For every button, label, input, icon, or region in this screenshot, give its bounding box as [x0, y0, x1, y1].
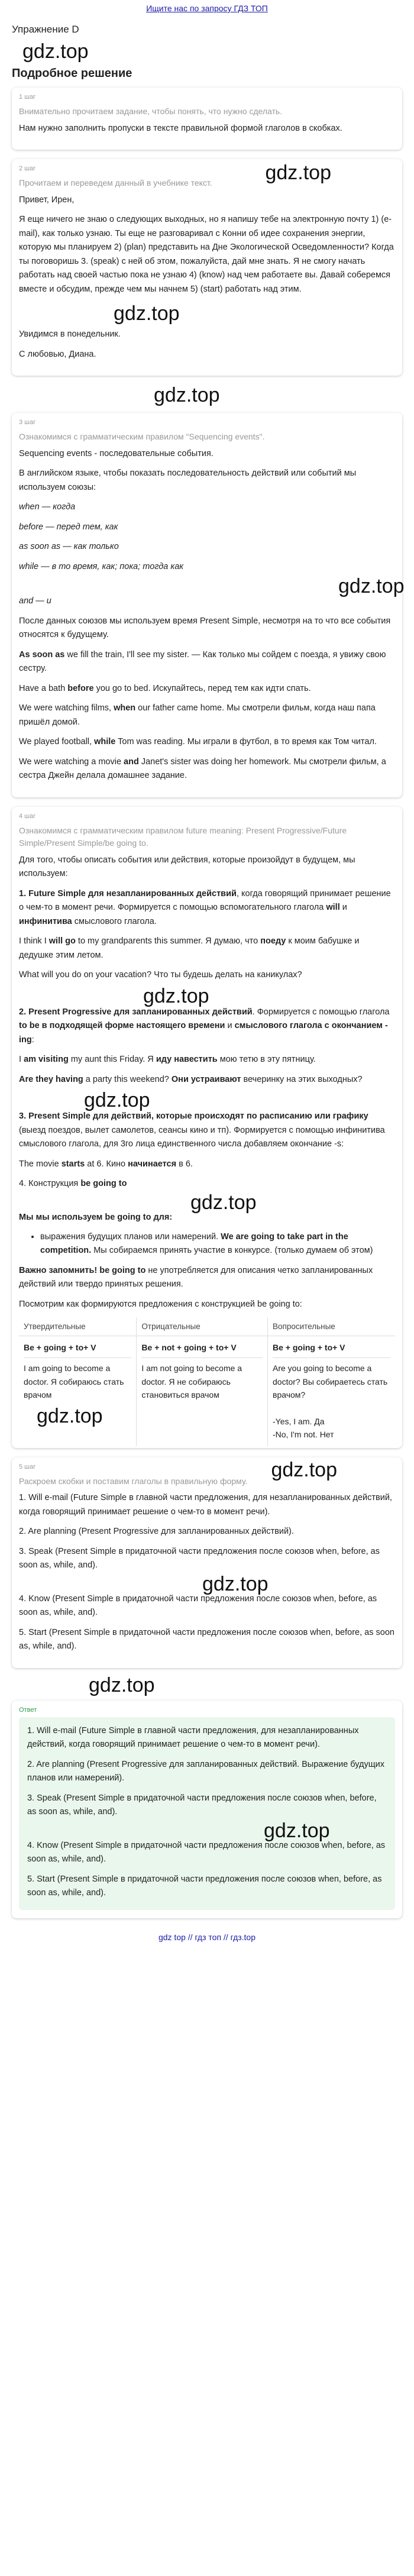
answer-card	[12, 1701, 402, 1918]
rule-intro: Для того, чтобы описать события или действия, которые произойдут в будущем, мы используем:	[19, 855, 355, 879]
table-header: Отрицательные	[137, 1317, 268, 1336]
table-intro: Посмотрим как формируются предложения с конструкцией be going to:	[19, 1299, 302, 1309]
example: What will you do on your vacation? Что ты будешь делать на каникулах?	[19, 970, 302, 980]
example: Have a bath before you go to bed. Искупайтесь, перед тем как идти спать.	[19, 683, 311, 693]
rule-intro: В английском языке, чтобы показать последовательность действий или событий мы используем союзы:	[19, 468, 357, 492]
rule-point-2: 2. Present Progressive для запланированных действий. Формируется с помощью глагола to be в подходящей форме настоящего времени и смыслового глагола с окончанием -ing:	[19, 1007, 390, 1045]
watermark: gdz.top	[22, 40, 89, 63]
watermark: gdz.top	[89, 1673, 155, 1696]
list-item: • выражения будущих планов или намерений. We are going to take part in the competition. Мы собираемся принять участие в конкурсе. (только думаем об этом)	[40, 1230, 395, 1258]
answer-item: 1. Will e-mail (Future Simple в главной части предложения, для незапланированных действий, когда говорящий принимает решение о чем-то в момент речи).	[27, 1725, 359, 1750]
step-2-card	[12, 159, 402, 376]
answer-item: 4. Know (Present Simple в придаточной части предложения после союзов when, before, as soon as, while, and).	[27, 1840, 386, 1864]
step-5-card	[12, 1457, 402, 1668]
watermark: gdz.top	[264, 1819, 330, 1842]
rule-point-3: 3. Present Simple для действий, которые происходят по расписанию или графику (выезд поездов, вылет самолетов, сеансы кино и тп). Формируется с помощью инфинитива смыслового глагола, для 3го лица единственного числа добавляем окончание -s:	[19, 1111, 385, 1149]
answer-item: 5. Start (Present Simple в придаточной части предложения после союзов when, before, as soon as, while, and).	[27, 1874, 382, 1898]
conjunction-item: before — перед тем, как	[19, 522, 118, 532]
answer-item: 3. Speak (Present Simple в придаточной части предложения после союзов when, before, as soon as, while, and).	[19, 1546, 380, 1570]
example: The movie starts at 6. Кино начинается в 6.	[19, 1159, 193, 1169]
letter-body: Я еще ничего не знаю о следующих выходных, но я напишу тебе на электронную почту 1) (e-mail), как только узнаю. Ты еще не разговаривал с Конни об идее сохранения энергии, которую мы планируем 2) (plan) представить на Дне Экологической Осведомленности? Когда ты поговоришь 3. (speak) с ней об этом, пожалуйста, дай мне знать. Я не смогу начать работать над своей частью пока не узнаю 4) (know) над чем работаете вы. Давай соберемся вместе и обсудим, прежде чем мы начнем 5) (start) работать над этим.	[19, 215, 394, 294]
step-label: 5 шаг	[19, 1463, 36, 1470]
answer-item: 3. Speak (Present Simple в придаточной части предложения после союзов when, before, as soon as, while, and).	[27, 1793, 377, 1817]
watermark: gdz.top	[143, 984, 209, 1007]
usage-list	[19, 1230, 395, 1258]
step-4-card	[12, 807, 402, 1448]
important-note: Важно запомнить! be going to не употребляется для описания четко запланированных действий или твердо принятых решения.	[19, 1265, 373, 1289]
step-instruction: Раскроем скобки и поставим глаголы в правильную форму.	[19, 1476, 248, 1486]
answer-label: Ответ	[19, 1706, 37, 1714]
watermark: gdz.top	[265, 161, 331, 185]
example: As soon as we fill the train, I'll see my sister. — Как только мы сойдем с поезда, я увижу свою сестру.	[19, 649, 386, 674]
answer-item: 5. Start (Present Simple в придаточной части предложения после союзов when, before, as soon as, while, and).	[19, 1627, 394, 1651]
watermark: gdz.top	[202, 1572, 269, 1595]
rule-subtitle: Sequencing events - последовательные события.	[19, 448, 214, 458]
top-banner	[12, 0, 402, 15]
watermark: gdz.top	[154, 384, 220, 407]
table-cell: Be + going + to+ V I am going to become a doctor. Я собираюсь стать врачом	[19, 1336, 137, 1446]
answer-item: 1. Will e-mail (Future Simple в главной части предложения, для незапланированных действий, когда говорящий принимает решение о чем-то в момент речи).	[19, 1493, 392, 1517]
footer: gdz top // гдз топ // гдз.top	[158, 1932, 256, 1942]
answer-item: 2. Are planning (Present Progressive для запланированных действий).	[19, 1527, 294, 1537]
example: I am visiting my aunt this Friday. Я иду навестить мою тетю в эту пятницу.	[19, 1055, 316, 1065]
letter-closing: Увидимся в понедельник.	[19, 329, 121, 340]
watermark: gdz.top	[338, 575, 405, 598]
rule-note: После данных союзов мы используем время Present Simple, несмотря на то что все события относятся к будущему.	[19, 616, 391, 640]
step-label: 1 шаг	[19, 93, 36, 101]
step-text: Нам нужно заполнить пропуски в тексте правильной формой глаголов в скобках.	[19, 123, 342, 133]
step-instruction: Ознакомимся с грамматическим правилом future meaning: Present Progressive/Future Simple/Present Simple/be going to.	[19, 825, 347, 848]
step-instruction: Ознакомимся с грамматическим правилом "Sequencing events".	[19, 432, 265, 442]
watermark: gdz.top	[190, 1191, 257, 1214]
exercise-title: Упражнение D	[12, 24, 79, 35]
example: We were watching films, when our father came home. Мы смотрели фильм, когда наш папа пришёл домой.	[19, 703, 376, 727]
watermark: gdz.top	[114, 302, 180, 325]
table-header: Утвердительные	[19, 1317, 137, 1336]
example: We were watching a movie and Janet's sister was doing her homework. Мы смотрели фильм, а сестра Джейн делала домашнее задание.	[19, 757, 386, 781]
rule-point-1: 1. Future Simple для незапланированных действий, когда говорящий принимает решение о чем-то в момент речи. Формируется с помощью вспомогательного глагола will и инфинитива смыслового глагола.	[19, 888, 391, 926]
example: Are they having a party this weekend? Они устраивают вечеринку на этих выходных?	[19, 1074, 363, 1084]
answer-item: 2. Are planning (Present Progressive для запланированных действий. Выражение будущих планов или намерений).	[27, 1759, 385, 1783]
watermark: gdz.top	[84, 1089, 150, 1112]
step-3-card	[12, 413, 405, 797]
conjunction-item: as soon as — как только	[19, 542, 119, 552]
example: We played football, while Tom was reading. Мы играли в футбол, в то время как Том читал.	[19, 737, 377, 747]
watermark: gdz.top	[37, 1404, 103, 1427]
table-cell: Be + not + going + to+ V I am not going to become a doctor. Я не собираюсь становиться врачом	[137, 1336, 268, 1446]
answer-item: 4. Know (Present Simple в придаточной части предложения после союзов when, before, as soon as, while, and).	[19, 1594, 377, 1618]
answer-box	[19, 1717, 395, 1910]
conjunction-item: when — когда	[19, 502, 76, 512]
step-label: 2 шаг	[19, 165, 36, 173]
table-cell: Be + going + to+ V Are you going to become a doctor? Вы собираетесь стать врачом? -Yes, I am. Да -No, I'm not. Нет	[268, 1336, 396, 1446]
step-instruction: Прочитаем и переведем данный в учебнике текст.	[19, 178, 212, 188]
rule-point-4: 4. Конструкция be going to	[19, 1179, 127, 1189]
step-label: 4 шаг	[19, 812, 36, 820]
top-search-link[interactable]: Ищите нас по запросу ГДЗ ТОП	[146, 4, 268, 13]
step-1-card	[12, 88, 402, 150]
section-title: Подробное решение	[12, 67, 132, 80]
rule-usage: Мы мы используем be going to для:	[19, 1212, 173, 1222]
example: I think I will go to my grandparents this summer. Я думаю, что поеду к моим бабушке и дедушке этим летом.	[19, 936, 360, 960]
conjunction-item: and — и	[19, 596, 51, 606]
step-instruction: Внимательно прочитаем задание, чтобы понять, что нужно сделать.	[19, 106, 283, 116]
table-header: Вопросительные	[268, 1317, 396, 1336]
conjunction-item: while — в то время, как; пока; тогда как	[19, 561, 184, 571]
watermark: gdz.top	[271, 1458, 337, 1481]
step-label: 3 шаг	[19, 419, 36, 426]
letter-greeting: Привет, Ирен,	[19, 195, 75, 205]
letter-signature: С любовью, Диана.	[19, 349, 96, 359]
